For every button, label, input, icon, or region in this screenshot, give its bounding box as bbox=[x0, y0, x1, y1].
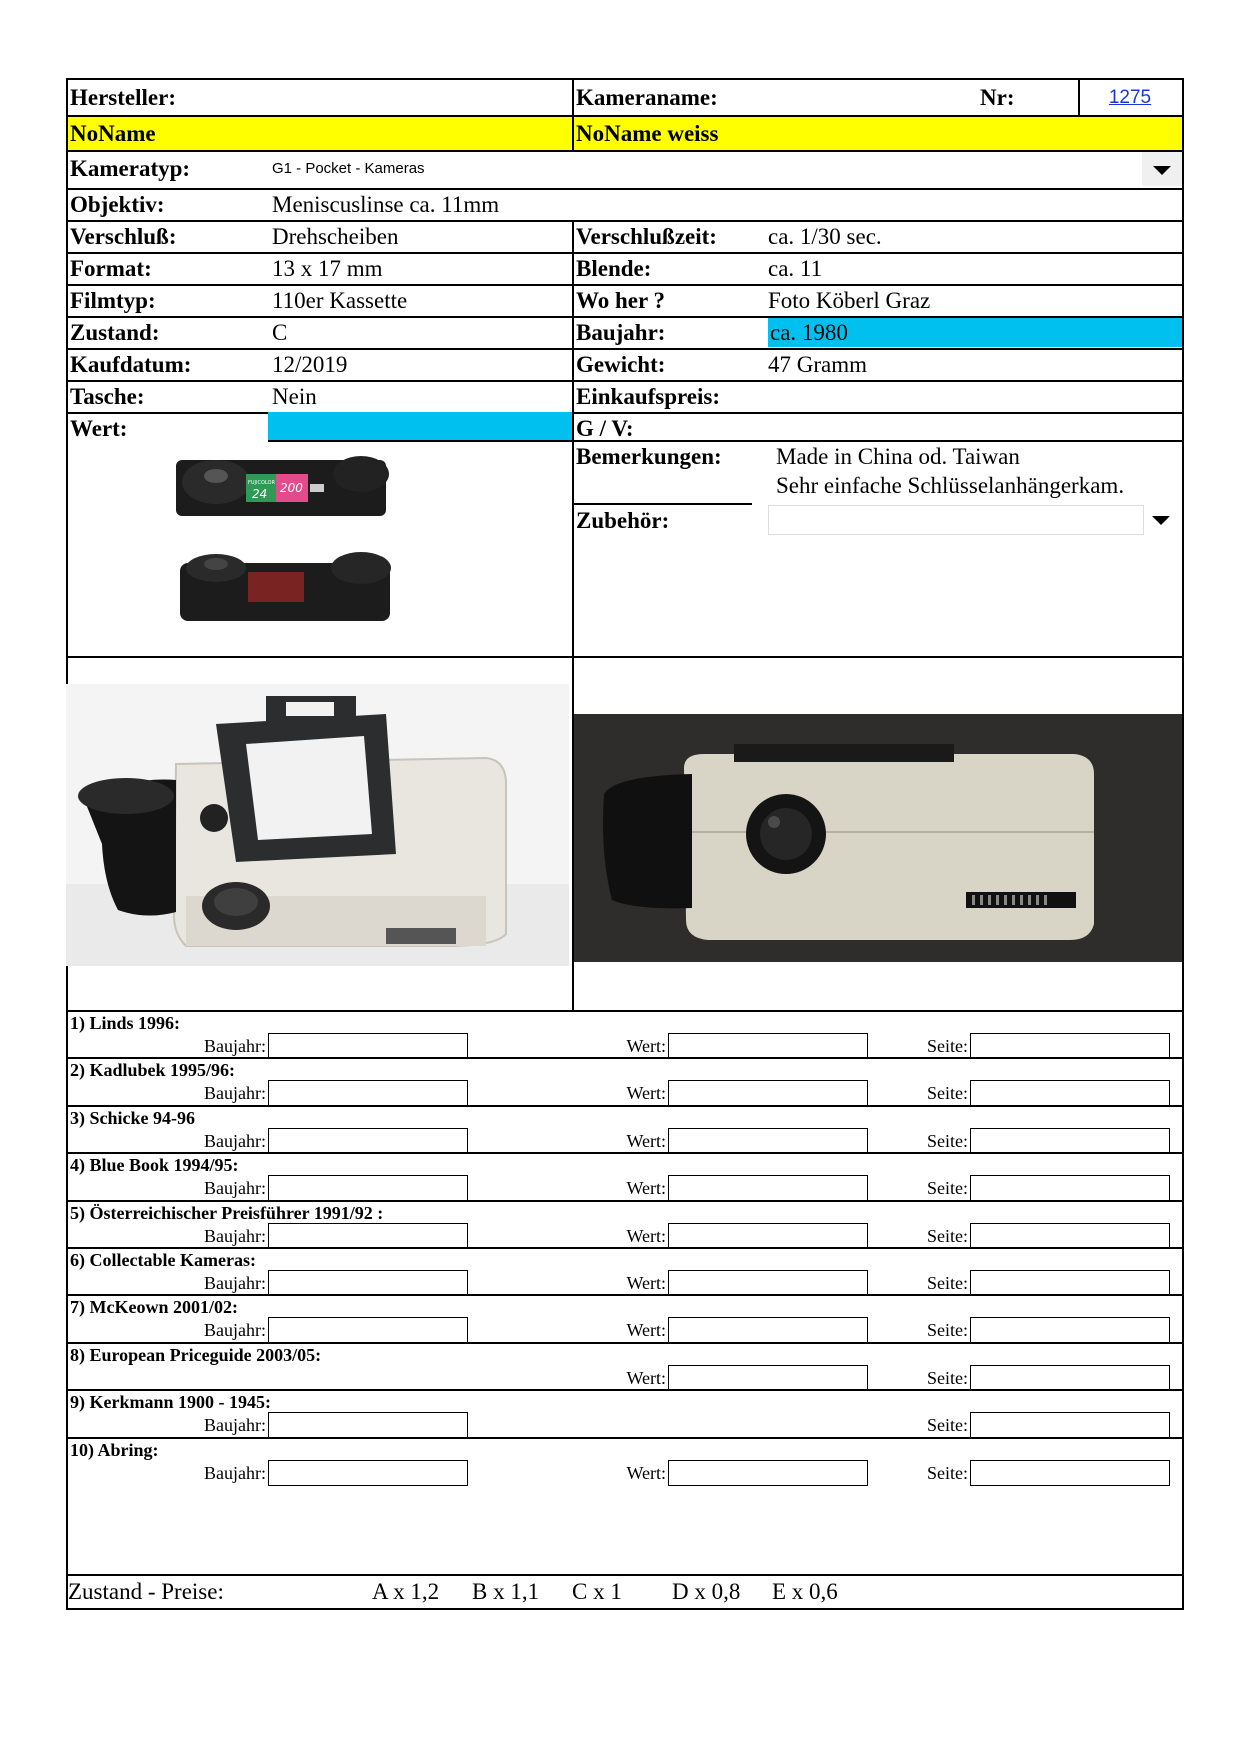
photo-section-top bbox=[66, 656, 1184, 658]
left-field-label: Zustand: bbox=[70, 320, 160, 345]
left-field-label: Wert: bbox=[70, 416, 128, 441]
seite-input[interactable] bbox=[970, 1460, 1170, 1486]
nr-link[interactable]: 1275 bbox=[1108, 87, 1152, 108]
wert-label: Wert: bbox=[626, 1273, 666, 1293]
hersteller-value: NoName bbox=[68, 117, 572, 150]
baujahr-label: Baujahr: bbox=[204, 1226, 266, 1246]
reference-title: 1) Linds 1996: bbox=[70, 1013, 181, 1033]
left-field-value: Drehscheiben bbox=[272, 224, 399, 249]
cartridge-brand-text: FUJICOLOR bbox=[248, 480, 275, 486]
seite-label: Seite: bbox=[927, 1226, 968, 1246]
seite-label: Seite: bbox=[927, 1178, 968, 1198]
seite-input[interactable] bbox=[970, 1317, 1170, 1343]
footer-label: Zustand - Preise: bbox=[68, 1579, 224, 1604]
wert-label: Wert: bbox=[626, 1131, 666, 1151]
wert-input[interactable] bbox=[668, 1317, 868, 1343]
footer-price-e: E x 0,6 bbox=[772, 1579, 838, 1604]
left-field-value: 13 x 17 mm bbox=[272, 256, 383, 281]
seite-label: Seite: bbox=[927, 1368, 968, 1388]
baujahr-label: Baujahr: bbox=[204, 1320, 266, 1340]
reference-row bbox=[66, 1105, 1184, 1107]
reference-row bbox=[66, 1437, 1184, 1439]
seite-input[interactable] bbox=[970, 1270, 1170, 1296]
wert-input[interactable] bbox=[668, 1223, 868, 1249]
baujahr-input[interactable] bbox=[268, 1270, 468, 1296]
kameratyp-label: Kameratyp: bbox=[70, 156, 191, 181]
kameraname-label: Kameraname: bbox=[576, 85, 718, 110]
zubehoer-select[interactable] bbox=[768, 505, 1144, 535]
baujahr-label: Baujahr: bbox=[204, 1463, 266, 1483]
wert-label: Wert: bbox=[626, 1463, 666, 1483]
baujahr-input[interactable] bbox=[268, 1223, 468, 1249]
camera-record-sheet bbox=[66, 78, 1184, 1610]
wert-input[interactable] bbox=[668, 1365, 868, 1391]
right-field-value: ca. 11 bbox=[768, 256, 823, 281]
camera-photo-front bbox=[66, 684, 569, 966]
seite-input[interactable] bbox=[970, 1033, 1170, 1059]
footer-price-b: B x 1,1 bbox=[472, 1579, 540, 1604]
baujahr-input[interactable] bbox=[268, 1033, 468, 1059]
reference-title: 7) McKeown 2001/02: bbox=[70, 1297, 238, 1317]
bemerkungen-line2: Sehr einfache Schlüsselanhängerkam. bbox=[776, 473, 1125, 498]
wert-label: Wert: bbox=[626, 1368, 666, 1388]
wert-input[interactable] bbox=[668, 1175, 868, 1201]
reference-title: 9) Kerkmann 1900 - 1945: bbox=[70, 1392, 271, 1412]
right-field-value: ca. 1/30 sec. bbox=[768, 224, 882, 249]
seite-label: Seite: bbox=[927, 1415, 968, 1435]
kameraname-value: NoName weiss bbox=[574, 117, 1182, 150]
baujahr-input[interactable] bbox=[268, 1080, 468, 1106]
baujahr-label: Baujahr: bbox=[204, 1178, 266, 1198]
baujahr-input[interactable] bbox=[268, 1175, 468, 1201]
chevron-down-icon bbox=[1152, 516, 1170, 525]
wert-input[interactable] bbox=[668, 1080, 868, 1106]
reference-title: 2) Kadlubek 1995/96: bbox=[70, 1060, 236, 1080]
left-field-value: C bbox=[272, 320, 288, 345]
seite-label: Seite: bbox=[927, 1273, 968, 1293]
baujahr-label: Baujahr: bbox=[204, 1131, 266, 1151]
footer-price-c: C x 1 bbox=[572, 1579, 622, 1604]
baujahr-label: Baujahr: bbox=[204, 1273, 266, 1293]
wert-label: Wert: bbox=[626, 1083, 666, 1103]
baujahr-label: Baujahr: bbox=[204, 1036, 266, 1056]
right-field-value: Foto Köberl Graz bbox=[768, 288, 931, 313]
right-field-label: Baujahr: bbox=[576, 320, 666, 345]
reference-row bbox=[66, 1010, 1184, 1012]
reference-title: 5) Österreichischer Preisführer 1991/92 : bbox=[70, 1203, 384, 1223]
seite-label: Seite: bbox=[927, 1320, 968, 1340]
wert-input[interactable] bbox=[668, 1128, 868, 1154]
objektiv-label: Objektiv: bbox=[70, 192, 165, 217]
right-field-label: G / V: bbox=[576, 416, 634, 441]
seite-input[interactable] bbox=[970, 1412, 1170, 1438]
baujahr-input[interactable] bbox=[268, 1128, 468, 1154]
left-field-value: Nein bbox=[272, 384, 317, 409]
seite-label: Seite: bbox=[927, 1083, 968, 1103]
wert-input[interactable] bbox=[668, 1460, 868, 1486]
seite-input[interactable] bbox=[970, 1128, 1170, 1154]
reference-title: 4) Blue Book 1994/95: bbox=[70, 1155, 239, 1175]
objektiv-value: Meniscuslinse ca. 11mm bbox=[272, 192, 500, 217]
wert-label: Wert: bbox=[626, 1226, 666, 1246]
cartridge-exp-text: 24 bbox=[252, 487, 268, 501]
wert-value[interactable] bbox=[268, 412, 572, 440]
reference-title: 3) Schicke 94-96 bbox=[70, 1108, 195, 1128]
right-field-value: ca. 1980 bbox=[768, 318, 1182, 347]
seite-label: Seite: bbox=[927, 1463, 968, 1483]
wert-underline bbox=[268, 440, 572, 442]
wert-input[interactable] bbox=[668, 1033, 868, 1059]
reference-title: 10) Abring: bbox=[70, 1440, 159, 1460]
bemerkungen-bottom-line bbox=[572, 503, 752, 505]
left-field-label: Format: bbox=[70, 256, 152, 281]
zubehoer-label: Zubehör: bbox=[576, 508, 670, 533]
wert-label: Wert: bbox=[626, 1036, 666, 1056]
footer-price-a: A x 1,2 bbox=[372, 1579, 440, 1604]
reference-title: 6) Collectable Kameras: bbox=[70, 1250, 256, 1270]
footer-price-d: D x 0,8 bbox=[672, 1579, 741, 1604]
objektiv-row bbox=[66, 188, 1184, 220]
seite-input[interactable] bbox=[970, 1223, 1170, 1249]
right-field-label: Einkaufspreis: bbox=[576, 384, 721, 409]
bemerkungen-label: Bemerkungen: bbox=[576, 444, 722, 469]
kameratyp-select[interactable]: G1 - Pocket - Kameras bbox=[272, 160, 425, 177]
left-field-label: Verschluß: bbox=[70, 224, 177, 249]
baujahr-input[interactable] bbox=[268, 1412, 468, 1438]
hersteller-label: Hersteller: bbox=[70, 85, 176, 110]
reference-title: 8) European Priceguide 2003/05: bbox=[70, 1345, 322, 1365]
right-field-label: Verschlußzeit: bbox=[576, 224, 717, 249]
right-field-label: Blende: bbox=[576, 256, 652, 281]
baujahr-input[interactable] bbox=[268, 1460, 468, 1486]
seite-label: Seite: bbox=[927, 1036, 968, 1056]
baujahr-label: Baujahr: bbox=[204, 1083, 266, 1103]
bemerkungen-line1: Made in China od. Taiwan bbox=[776, 444, 1020, 469]
baujahr-label: Baujahr: bbox=[204, 1415, 266, 1435]
wert-input[interactable] bbox=[668, 1270, 868, 1296]
footer-row bbox=[66, 1574, 1184, 1576]
seite-input[interactable] bbox=[970, 1175, 1170, 1201]
wert-label: Wert: bbox=[626, 1320, 666, 1340]
left-field-label: Tasche: bbox=[70, 384, 145, 409]
wert-label: Wert: bbox=[626, 1178, 666, 1198]
nr-label: Nr: bbox=[980, 85, 1015, 110]
left-field-label: Filmtyp: bbox=[70, 288, 156, 313]
right-field-label: Wo her ? bbox=[576, 288, 666, 313]
cartridge-photo bbox=[176, 448, 476, 648]
left-field-label: Kaufdatum: bbox=[70, 352, 192, 377]
seite-label: Seite: bbox=[927, 1131, 968, 1151]
right-field-value: 47 Gramm bbox=[768, 352, 868, 377]
cartridge-iso-text: 200 bbox=[280, 481, 303, 495]
chevron-down-icon bbox=[1153, 166, 1171, 175]
left-field-value: 12/2019 bbox=[272, 352, 348, 377]
camera-photo-side bbox=[574, 714, 1182, 962]
seite-input[interactable] bbox=[970, 1080, 1170, 1106]
right-field-label: Gewicht: bbox=[576, 352, 666, 377]
left-field-value: 110er Kassette bbox=[272, 288, 408, 313]
seite-input[interactable] bbox=[970, 1365, 1170, 1391]
baujahr-input[interactable] bbox=[268, 1317, 468, 1343]
